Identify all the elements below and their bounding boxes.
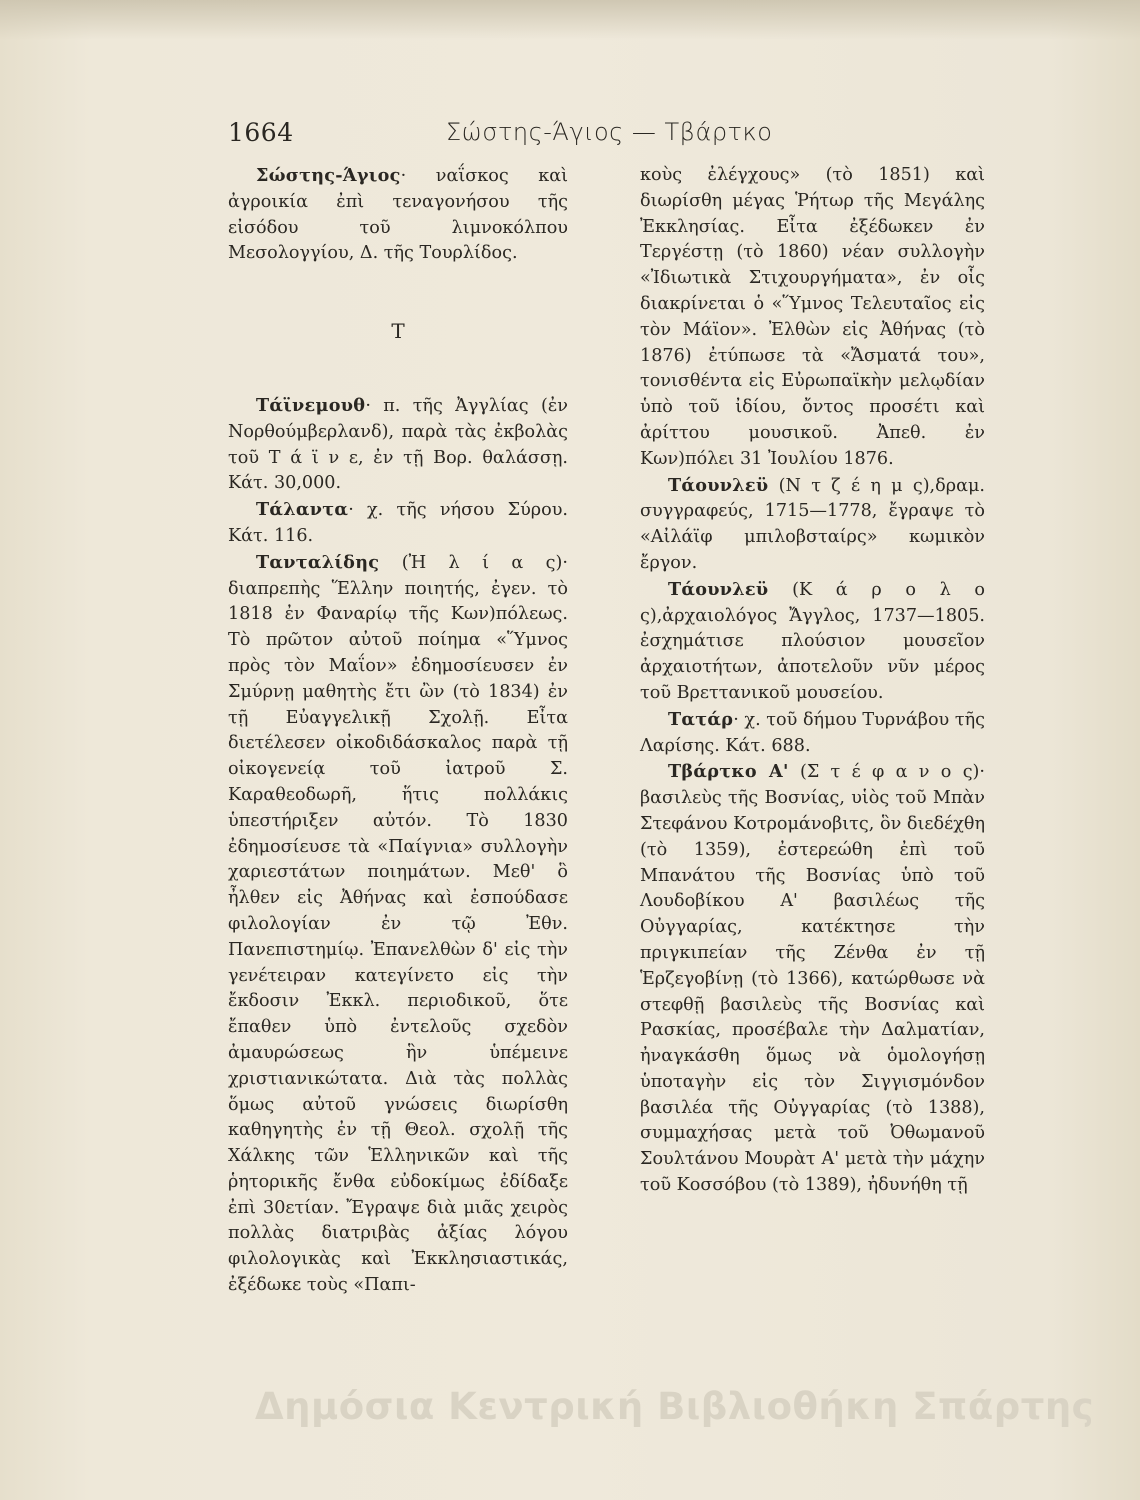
- entry-tatar: [640, 707, 985, 760]
- headword: Σώστης-Άγιος: [256, 165, 401, 186]
- right-column: [640, 163, 985, 1199]
- entry-talanta: [228, 497, 568, 550]
- entry-text: · χ. τῆς νήσου Σύρου. Κάτ. 116.: [228, 500, 568, 546]
- entry-townley-james: [640, 473, 985, 577]
- entry-text: · ναΐσκος καὶ ἀγροικία ἐπὶ τεναγονήσου τῆς εἰσόδου τοῦ λιμνοκόλπου Μεσολογγίου, Δ. τῆς Τουρλίδος.: [228, 166, 568, 264]
- library-watermark: Δημόσια Κεντρική Βιβλιοθήκη Σπάρτης: [255, 1385, 1095, 1428]
- page-number: 1664: [228, 118, 294, 147]
- headword: Τατάρ: [668, 708, 734, 730]
- entry-text: (Ἠ λ ί α ς)· διαπρεπὴς Ἕλλην ποιητής, ἐγεν. τὸ 1818 ἐν Φαναρίῳ τῆς Κων)πόλεως. Τὸ πρῶτον αὐτοῦ ποίημα «Ὕμνος πρὸς τὸν Μαΐον» ἐδημοσίευσεν ἐν Σμύρνῃ μαθητὴς ἔτι ὢν (τὸ 1834) ἐν τῇ Εὐαγγελικῇ Σχολῇ. Εἶτα διετέλεσεν οἰκοδιδάσκαλος παρὰ τῇ οἰκογενείᾳ τοῦ ἰατροῦ Σ. Καραθεοδωρῆ, ἥτις πολλάκις ὑπεστήριξεν αὐτόν. Τὸ 1830 ἐδημοσίευσε τὰ «Παίγνια» συλλογὴν χαριεστάτων ποιημάτων. Μεθ' ὃ ἦλθεν εἰς Ἀθήνας καὶ ἐσπούδασε φιλολογίαν ἐν τῷ Ἐθν. Πανεπιστημίῳ. Ἐπανελθὼν δ' εἰς τὴν γενέτειραν κατεγίνετο εἰς τὴν ἔκδοσιν Ἐκκλ. περιοδικοῦ, ὅτε ἔπαθεν ὑπὸ ἐντελοῦς σχεδὸν ἀμαυρώσεως ἣν ὑπέμεινε χριστιανικώτατα. Διὰ τὰς πολλὰς ὅμως αὐτοῦ γνώσεις διωρίσθη καθηγητὴς ἐν τῇ Θεολ. σχολῇ τῆς Χάλκης τῶν Ἑλληνικῶν καὶ τῆς ῥητορικῆς ἔνθα εὐδοκίμως ἐδίδαξε ἐπὶ 30ετίαν. Ἔγραψε διὰ μιᾶς χειρὸς πολλὰς διατριβὰς ἀξίας λόγου φιλολογικὰς καὶ Ἐκκλησιαστικάς, ἐξέδωκε τοὺς «Παπι-: [228, 552, 568, 1296]
- entry-text: (Σ τ έ φ α ν ο ς)· βασιλεὺς τῆς Βοσνίας, υἱὸς τοῦ Μπὰν Στεφάνου Κοτρομάνοβιτς, ὃν διεδέχθη (τὸ 1359), ἐστερεώθη ἐπὶ τοῦ Μπανάτου τῆς Βοσνίας ὑπὸ τοῦ Λουδοβίκου Α' βασιλέως τῆς Οὐγγαρίας, κατέκτησε τὴν πριγκιπείαν τῆς Ζένθα ἐν τῇ Ἑρζεγοβίνῃ (τὸ 1366), κατώρθωσε νὰ στεφθῇ βασιλεὺς τῆς Βοσνίας καὶ Ρασκίας, προσέβαλε τὴν Δαλματίαν, ἠναγκάσθη ὅμως νὰ ὁμολογήσῃ ὑποταγὴν εἰς τὸν Σιγγισμόνδον βασιλέα τῆς Οὐγγαρίας (τὸ 1388), συμμαχήσας μετὰ τοῦ Ὀθωμανοῦ Σουλτάνου Μουρὰτ Α' μετὰ τὴν μάχην τοῦ Κοσσόβου (τὸ 1389), ἠδυνήθη τῇ: [640, 762, 985, 1196]
- entry-text: · χ. τοῦ δήμου Τυρνάβου τῆς Λαρίσης. Κάτ. 688.: [640, 709, 985, 756]
- entry-text: · π. τῆς Ἀγγλίας (ἐν Νορθούμβερλανδ), παρὰ τὰς ἐκβολὰς τοῦ Τ ά ϊ ν ε, ἐν τῇ Βορ. θαλάσσῃ. Κάτ. 30,000.: [228, 395, 568, 494]
- entry-continuation: κοὺς ἐλέγχους» (τὸ 1851) καὶ διωρίσθη μέγας Ῥήτωρ τῆς Μεγάλης Ἐκκλησίας. Εἶτα ἐξέδωκεν ἐν Τεργέστῃ (τὸ 1860) νέαν συλλογὴν «Ἰδιωτικὰ Στιχουργήματα», ἐν οἷς διακρίνεται ὁ «Ὕμνος Τελευταῖος εἰς τὸν Μάϊον». Ἐλθὼν εἰς Ἀθήνας (τὸ 1876) ἐτύπωσε τὰ «Ἄσματά του», τονισθέντα εἰς Εὐρωπαϊκὴν μελῳδίαν ὑπὸ τοῦ ἰδίου, ὄντος προσέτι καὶ ἀρίττου μουσικοῦ. Ἀπεθ. ἐν Κων)πόλει 31 Ἰουλίου 1876.: [640, 165, 985, 469]
- page-edge-shadow: [0, 0, 1140, 40]
- entry-tantalidis: [228, 550, 568, 1299]
- left-column: [228, 163, 568, 1299]
- entry-tvrtko: [640, 759, 985, 1199]
- headword: Τάουνλεϋ: [668, 474, 769, 496]
- headword: Τάϊνεμουθ: [256, 394, 366, 416]
- entry-text: (Κ ά ρ ο λ ο ς),ἀρχαιολόγος Ἄγγλος, 1737—1805. ἐσχημάτισε πλούσιον μουσεῖον ἀρχαιοτήτων, ἀποτελοῦν νῦν μέρος τοῦ Βρεττανικοῦ μουσείου.: [640, 579, 985, 703]
- headword: Τάλαντα: [256, 499, 349, 521]
- entry-tainemouth: [228, 393, 568, 497]
- running-head: Σώστης-Άγιος — Τβάρτκο: [446, 118, 773, 146]
- entry-text: (Ν τ ζ έ η μ ς),δραμ. συγγραφεύς, 1715—1778, ἔγραψε τὸ «Αἰλάϊφ μπιλοβσταίρς» κωμικὸν ἔργον.: [640, 475, 985, 573]
- page-header: [228, 118, 908, 158]
- headword: Τβάρτκο Α': [668, 761, 789, 783]
- entry-townley-charles: [640, 577, 985, 707]
- entry-sostis-agios: [228, 163, 568, 267]
- headword: Τάουνλεϋ: [668, 578, 769, 600]
- headword: Τανταλίδης: [256, 551, 380, 573]
- section-letter: Τ: [391, 319, 405, 344]
